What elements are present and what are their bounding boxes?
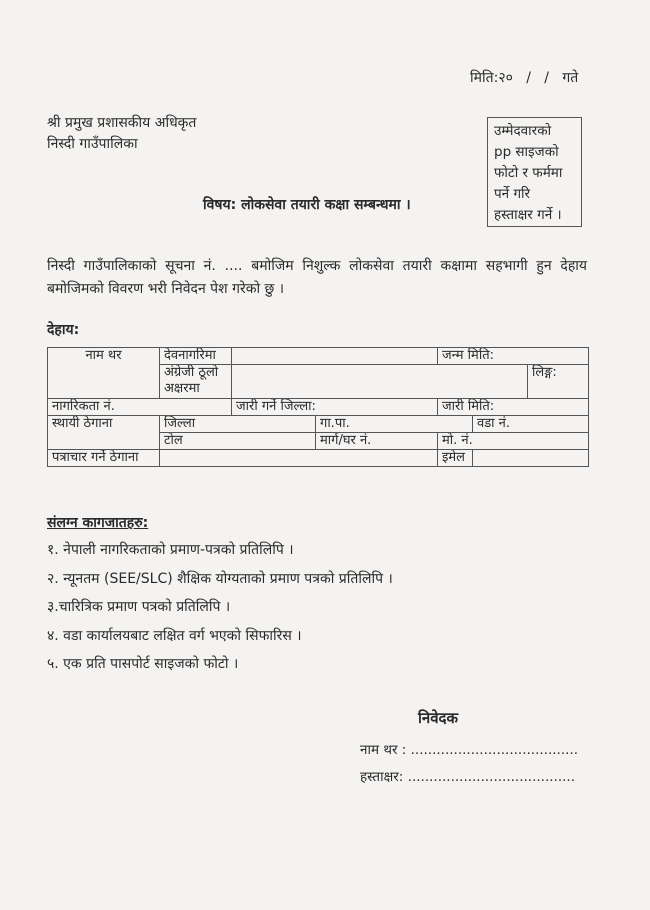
correspondence-address-label: पत्राचार गर्ने ठेगाना (48, 450, 160, 467)
dob-field[interactable]: जन्म मिति: (438, 348, 589, 365)
issue-district-field[interactable]: जारी गर्ने जिल्ला: (232, 399, 438, 416)
photo-box (487, 117, 582, 227)
english-label-line: अंग्रेजी ठूलो (164, 365, 219, 380)
addressee-block (47, 113, 196, 155)
citizenship-no-field[interactable]: नागरिकता नं. (48, 399, 232, 416)
photo-box-line: फोटो र फर्ममा (494, 165, 563, 181)
attachment-item: ४. वडा कार्यालयबाट लक्षित वर्ग भएको सिफारिस । (47, 627, 302, 644)
mobile-field[interactable]: मो. नं. (438, 433, 589, 450)
subject-line: विषय: लोकसेवा तयारी कक्षा सम्बन्धमा । (203, 197, 411, 213)
date-line: मिति:२० / / गते (470, 70, 579, 86)
photo-box-line: उम्मेदवारको (494, 123, 552, 139)
attachment-item: ३.चारित्रिक प्रमाण पत्रको प्रतिलिपि । (47, 599, 231, 615)
applicant-heading: निवेदक (418, 709, 459, 727)
ward-field[interactable]: वडा नं. (473, 416, 589, 433)
attachments-list (47, 540, 393, 683)
addressee-title: श्री प्रमुख प्रशासकीय अधिकृत (47, 115, 197, 131)
attachment-item: ५. एक प्रति पासपोर्ट साइजको फोटो । (47, 656, 239, 672)
attachment-item: १. नेपाली नागरिकताको प्रमाण-पत्रको प्रतिलिपि । (47, 542, 294, 558)
details-heading: देहाय: (47, 322, 80, 338)
issue-date-field[interactable]: जारी मिति: (438, 399, 589, 416)
devanagari-label: देवनागरिमा (160, 348, 232, 365)
english-name-field[interactable] (232, 365, 528, 399)
municipality-field[interactable]: गा.पा. (316, 416, 473, 433)
attachments-heading: संलग्न कागजातहरु: (47, 515, 149, 531)
details-table (47, 347, 589, 467)
tole-field[interactable]: टोल (160, 433, 316, 450)
street-house-field[interactable]: मार्ग/घर नं. (316, 433, 438, 450)
correspondence-address-field[interactable] (160, 450, 438, 467)
applicant-name-line: नाम थर : ....................................... (360, 742, 578, 758)
intro-paragraph: निस्दी गाउँपालिकाको सूचना नं. .... बमोजिम निशुल्क लोकसेवा तयारी कक्षामा सहभागी हुन देहाय बमोजिमको विवरण भरी निवेदन पेश गरेको छु । (47, 258, 587, 297)
name-label: नाम थर (48, 348, 160, 399)
permanent-address-label: स्थायी ठेगाना (48, 416, 160, 450)
addressee-office: निस्दी गाउँपालिका (47, 136, 138, 152)
english-label (160, 365, 232, 399)
applicant-signature-line: हस्ताक्षर: ....................................... (360, 769, 576, 785)
gender-field[interactable]: लिङ्ग: (528, 365, 589, 399)
attachment-item: २. न्यूनतम (SEE/SLC) शैक्षिक योग्यताको प्रमाण पत्रको प्रतिलिपि । (47, 570, 393, 587)
photo-box-line: पर्ने गरि (494, 186, 531, 202)
english-label-line: अक्षरमा (164, 381, 200, 396)
email-label: इमेल (438, 450, 473, 467)
photo-box-line: हस्ताक्षर गर्ने । (494, 207, 562, 223)
photo-box-line: pp साइजको (494, 144, 559, 160)
devanagari-name-field[interactable] (232, 348, 438, 365)
district-field[interactable]: जिल्ला (160, 416, 316, 433)
email-field[interactable] (473, 450, 589, 467)
